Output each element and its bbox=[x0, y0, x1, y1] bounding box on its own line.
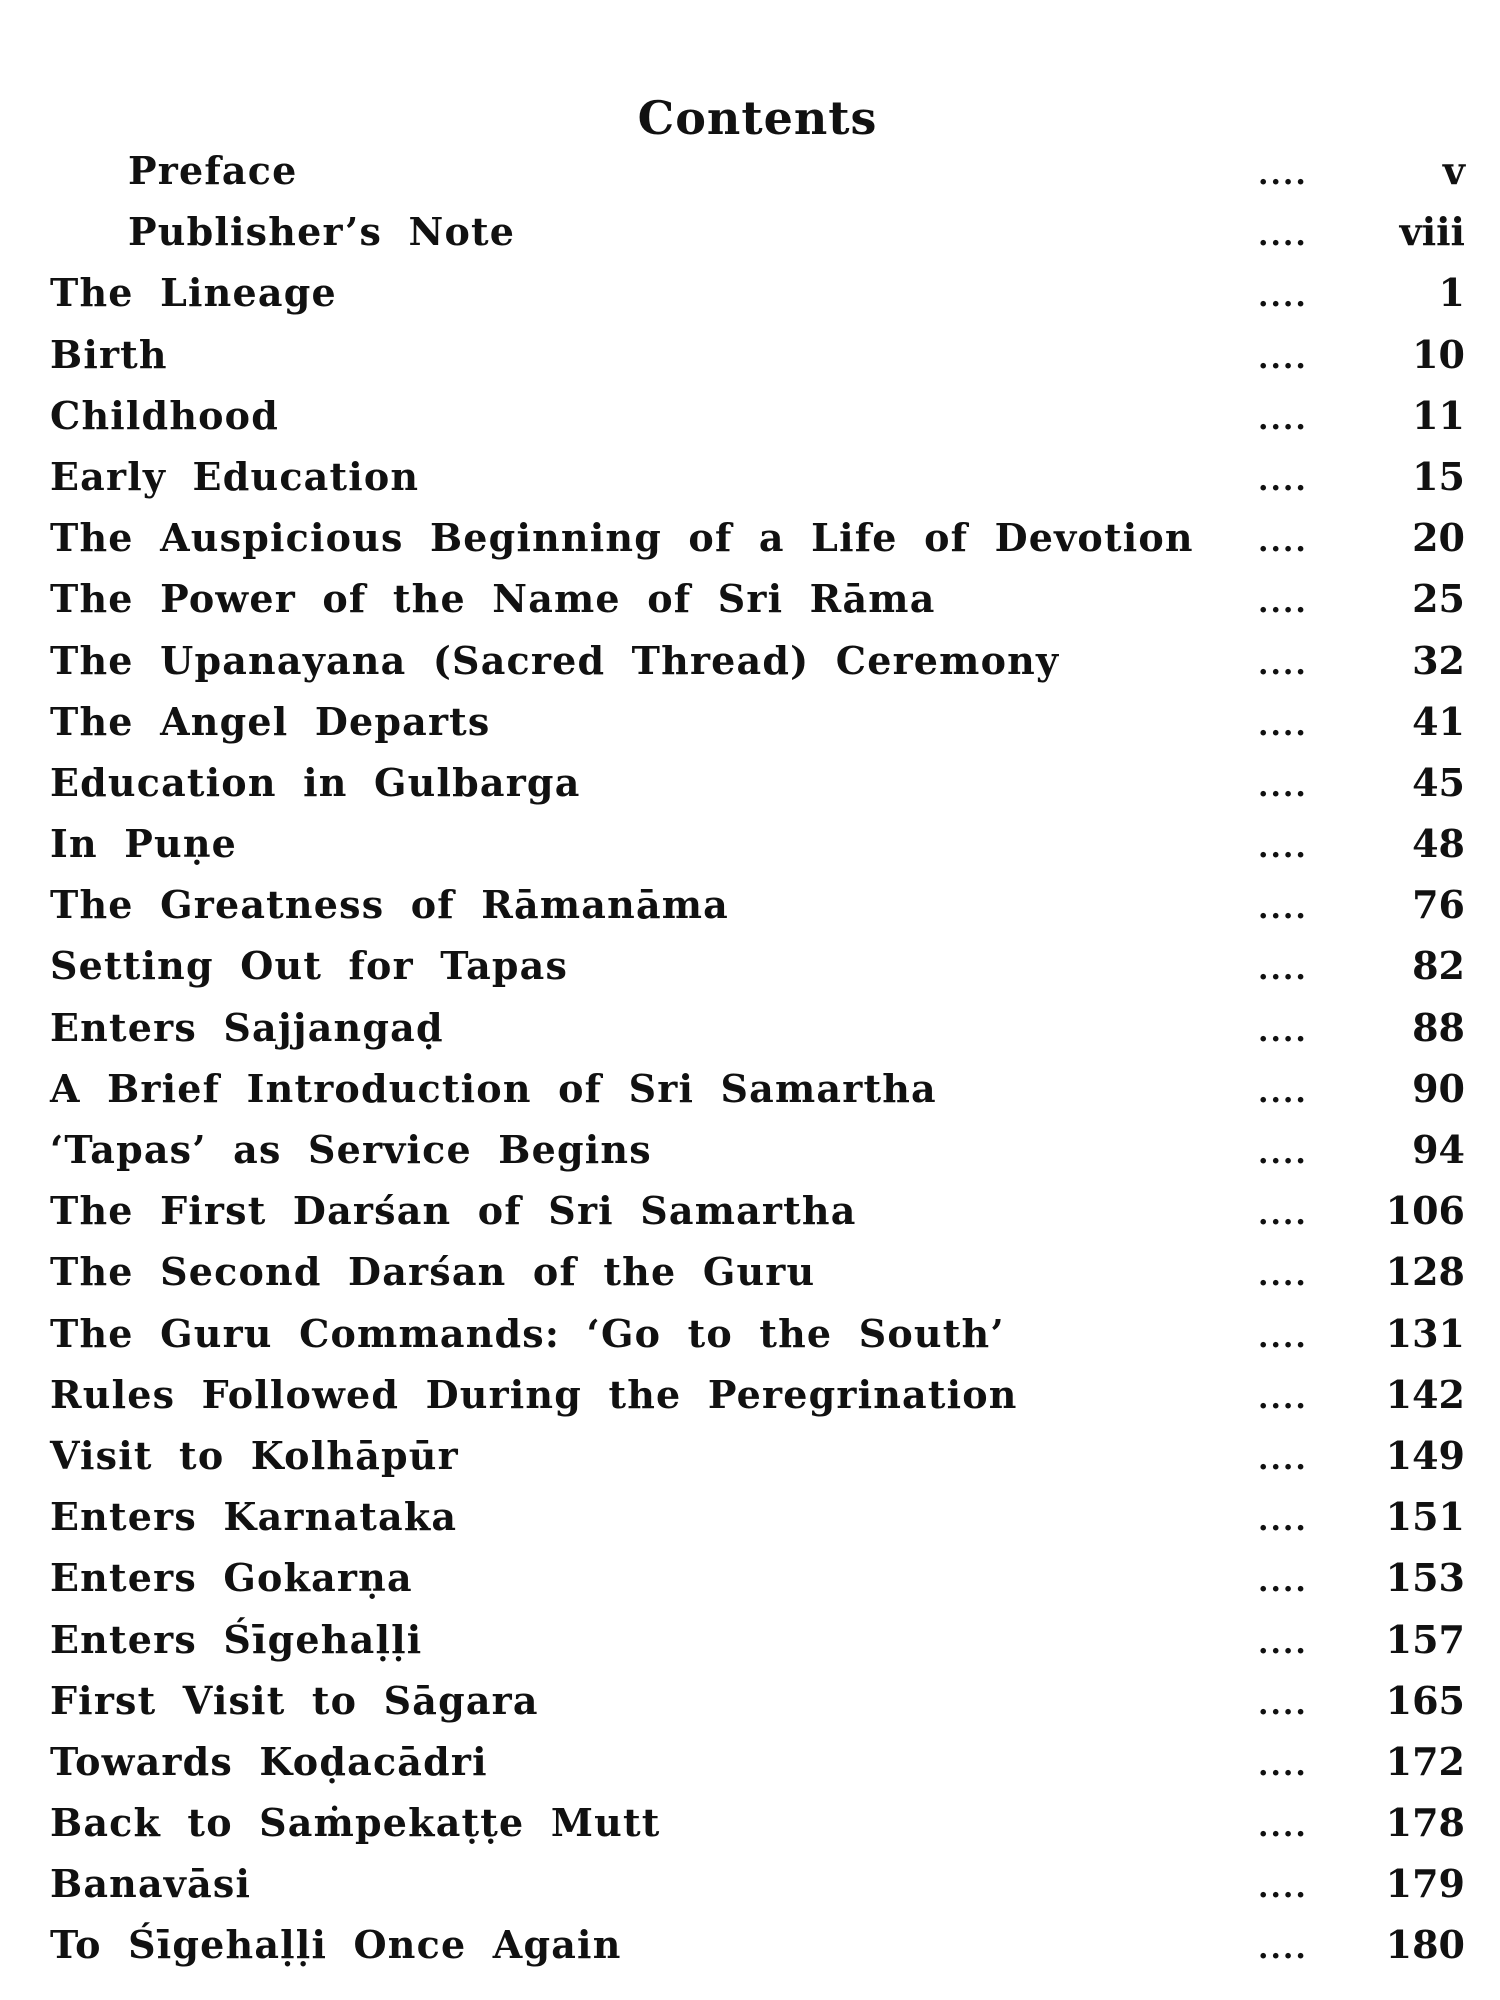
toc-entry-leader: .... bbox=[1258, 646, 1308, 682]
toc-entry-page-number: 45 bbox=[1412, 759, 1465, 805]
toc-entry-page-number: 32 bbox=[1412, 637, 1465, 683]
toc-entry-leader: .... bbox=[1258, 952, 1308, 988]
toc-entry-leader: .... bbox=[1258, 524, 1308, 560]
toc-entry-page-number: 20 bbox=[1412, 515, 1465, 561]
toc-entry-leader: .... bbox=[1258, 1686, 1308, 1722]
toc-entry-page-number: viii bbox=[1399, 209, 1465, 255]
toc-entry-leader: .... bbox=[1258, 279, 1308, 315]
toc-entry bbox=[0, 752, 1500, 813]
toc-entry bbox=[0, 874, 1500, 935]
toc-entry-title: The Second Darśan of the Guru bbox=[50, 1249, 816, 1295]
toc-entry bbox=[0, 1792, 1500, 1853]
toc-entry bbox=[0, 1547, 1500, 1608]
page-title: Contents bbox=[637, 90, 878, 145]
toc-entry bbox=[0, 140, 1500, 201]
toc-entry-title: The Auspicious Beginning of a Life of Devotion bbox=[50, 515, 1194, 561]
toc-entry bbox=[0, 1241, 1500, 1302]
toc-entry-page-number: 178 bbox=[1385, 1800, 1465, 1846]
toc-entry bbox=[0, 201, 1500, 262]
toc-entry-page-number: 10 bbox=[1412, 331, 1465, 377]
toc-entry-leader: .... bbox=[1258, 891, 1308, 927]
toc-entry-title: Birth bbox=[50, 331, 168, 377]
toc-entry-title: Back to Saṁpekaṭṭe Mutt bbox=[50, 1800, 661, 1846]
toc-entry-leader: .... bbox=[1258, 1258, 1308, 1294]
toc-entry-leader: .... bbox=[1258, 1564, 1308, 1600]
toc-entry-page-number: 157 bbox=[1385, 1616, 1465, 1662]
toc-entry-title: In Puṇe bbox=[50, 821, 238, 867]
toc-entry-page-number: 82 bbox=[1412, 943, 1465, 989]
toc-entry bbox=[0, 1486, 1500, 1547]
toc-entry-leader: .... bbox=[1258, 1380, 1308, 1416]
toc-entry bbox=[0, 324, 1500, 385]
toc-entry-page-number: 94 bbox=[1412, 1127, 1465, 1172]
toc-entry-title: Enters Gokarṇa bbox=[50, 1555, 413, 1601]
toc-entry-title: Banavāsi bbox=[50, 1861, 252, 1907]
toc-entry bbox=[0, 691, 1500, 752]
toc-entry-page-number: 172 bbox=[1385, 1738, 1465, 1784]
toc-entry bbox=[0, 1914, 1500, 1975]
toc-entry-page-number: 76 bbox=[1412, 882, 1465, 928]
toc-entry-leader: .... bbox=[1258, 401, 1308, 437]
toc-entry-page-number: 48 bbox=[1412, 821, 1465, 867]
toc-entry-title: Setting Out for Tapas bbox=[50, 943, 569, 989]
toc-entry-page-number: 41 bbox=[1412, 698, 1465, 744]
toc-entry-title: The Guru Commands: ‘Go to the South’ bbox=[50, 1310, 1005, 1356]
toc-entry-leader: .... bbox=[1258, 1197, 1308, 1233]
toc-entry-leader: .... bbox=[1258, 1074, 1308, 1110]
toc-entry-leader: .... bbox=[1258, 1870, 1308, 1906]
toc-entry bbox=[0, 630, 1500, 691]
toc-entry bbox=[0, 262, 1500, 323]
toc-entry-leader: .... bbox=[1258, 1625, 1308, 1661]
toc-entry-title: Publisher’s Note bbox=[128, 209, 516, 255]
toc-entry-leader: .... bbox=[1258, 707, 1308, 743]
toc-entry-leader: .... bbox=[1258, 830, 1308, 866]
toc-entry-leader: .... bbox=[1258, 462, 1308, 498]
toc-entry-page-number: 106 bbox=[1385, 1188, 1465, 1234]
toc-entry-leader: .... bbox=[1258, 157, 1308, 192]
toc-entry bbox=[0, 1731, 1500, 1792]
toc-entry bbox=[0, 1119, 1500, 1180]
toc-entry bbox=[0, 446, 1500, 507]
toc-entry-leader: .... bbox=[1258, 1441, 1308, 1477]
toc-entry-leader: .... bbox=[1258, 1319, 1308, 1355]
toc-entry-title: Enters Sajjangaḍ bbox=[50, 1004, 444, 1050]
toc-entry-page-number: 128 bbox=[1385, 1249, 1465, 1295]
toc-entry-title: Enters Śīgehaḷḷi bbox=[50, 1616, 423, 1662]
toc-entry-leader: .... bbox=[1258, 1747, 1308, 1783]
toc-entry-title: ‘Tapas’ as Service Begins bbox=[50, 1127, 652, 1172]
toc-entry-page-number: 11 bbox=[1412, 392, 1465, 438]
toc-entry bbox=[0, 1425, 1500, 1486]
toc-entry-title: Education in Gulbarga bbox=[50, 759, 581, 805]
toc-entry-title: Towards Koḍacādri bbox=[50, 1738, 488, 1784]
toc-entry-leader: .... bbox=[1258, 218, 1308, 254]
toc-entry-title: Childhood bbox=[50, 392, 280, 438]
toc-entry-leader: .... bbox=[1258, 1013, 1308, 1049]
toc-entry-page-number: 15 bbox=[1412, 453, 1465, 499]
toc-entry-leader: .... bbox=[1258, 340, 1308, 376]
toc-entry-title: The Upanayana (Sacred Thread) Ceremony bbox=[50, 637, 1060, 683]
toc-entry-page-number: 153 bbox=[1385, 1555, 1465, 1601]
toc-entry-leader: .... bbox=[1258, 585, 1308, 621]
toc-entry-title: The Greatness of Rāmanāma bbox=[50, 882, 729, 928]
table-of-contents bbox=[0, 140, 1500, 1976]
toc-entry-page-number: 1 bbox=[1438, 270, 1465, 316]
toc-entry-title: Early Education bbox=[50, 453, 420, 499]
toc-entry bbox=[0, 813, 1500, 874]
toc-entry-title: To Śīgehaḷḷi Once Again bbox=[50, 1922, 622, 1968]
toc-entry-page-number: 90 bbox=[1412, 1065, 1465, 1111]
toc-entry bbox=[0, 1670, 1500, 1731]
toc-entry-page-number: v bbox=[1442, 148, 1465, 193]
toc-entry-title: Visit to Kolhāpūr bbox=[50, 1432, 459, 1478]
toc-entry-page-number: 179 bbox=[1385, 1861, 1465, 1907]
toc-entry bbox=[0, 1303, 1500, 1364]
toc-entry-leader: .... bbox=[1258, 1931, 1308, 1967]
toc-entry-title: The Lineage bbox=[50, 270, 337, 316]
toc-entry-title: A Brief Introduction of Sri Samartha bbox=[50, 1065, 937, 1111]
toc-entry bbox=[0, 507, 1500, 568]
toc-entry-page-number: 142 bbox=[1385, 1371, 1465, 1417]
toc-entry-page-number: 151 bbox=[1385, 1494, 1465, 1540]
toc-entry-title: First Visit to Sāgara bbox=[50, 1677, 539, 1723]
toc-entry-page-number: 131 bbox=[1385, 1310, 1465, 1356]
toc-entry bbox=[0, 1058, 1500, 1119]
toc-entry-title: Preface bbox=[128, 148, 298, 193]
toc-entry-page-number: 88 bbox=[1412, 1004, 1465, 1050]
toc-entry bbox=[0, 1609, 1500, 1670]
toc-entry-title: The Power of the Name of Sri Rāma bbox=[50, 576, 936, 622]
toc-entry bbox=[0, 1364, 1500, 1425]
toc-entry bbox=[0, 997, 1500, 1058]
toc-entry-title: The First Darśan of Sri Samartha bbox=[50, 1188, 857, 1234]
toc-entry-title: Enters Karnataka bbox=[50, 1494, 458, 1540]
toc-entry-leader: .... bbox=[1258, 1136, 1308, 1171]
toc-entry-page-number: 180 bbox=[1385, 1922, 1465, 1968]
toc-entry-page-number: 25 bbox=[1412, 576, 1465, 622]
toc-entry bbox=[0, 1853, 1500, 1914]
toc-entry-title: Rules Followed During the Peregrination bbox=[50, 1371, 1018, 1417]
toc-entry bbox=[0, 1180, 1500, 1241]
toc-entry bbox=[0, 385, 1500, 446]
toc-entry-page-number: 165 bbox=[1385, 1677, 1465, 1723]
toc-entry-leader: .... bbox=[1258, 1503, 1308, 1539]
toc-entry-page-number: 149 bbox=[1385, 1432, 1465, 1478]
toc-entry-title: The Angel Departs bbox=[50, 698, 491, 744]
toc-entry bbox=[0, 568, 1500, 629]
toc-entry-leader: .... bbox=[1258, 1809, 1308, 1845]
toc-entry-leader: .... bbox=[1258, 768, 1308, 804]
toc-entry bbox=[0, 935, 1500, 996]
